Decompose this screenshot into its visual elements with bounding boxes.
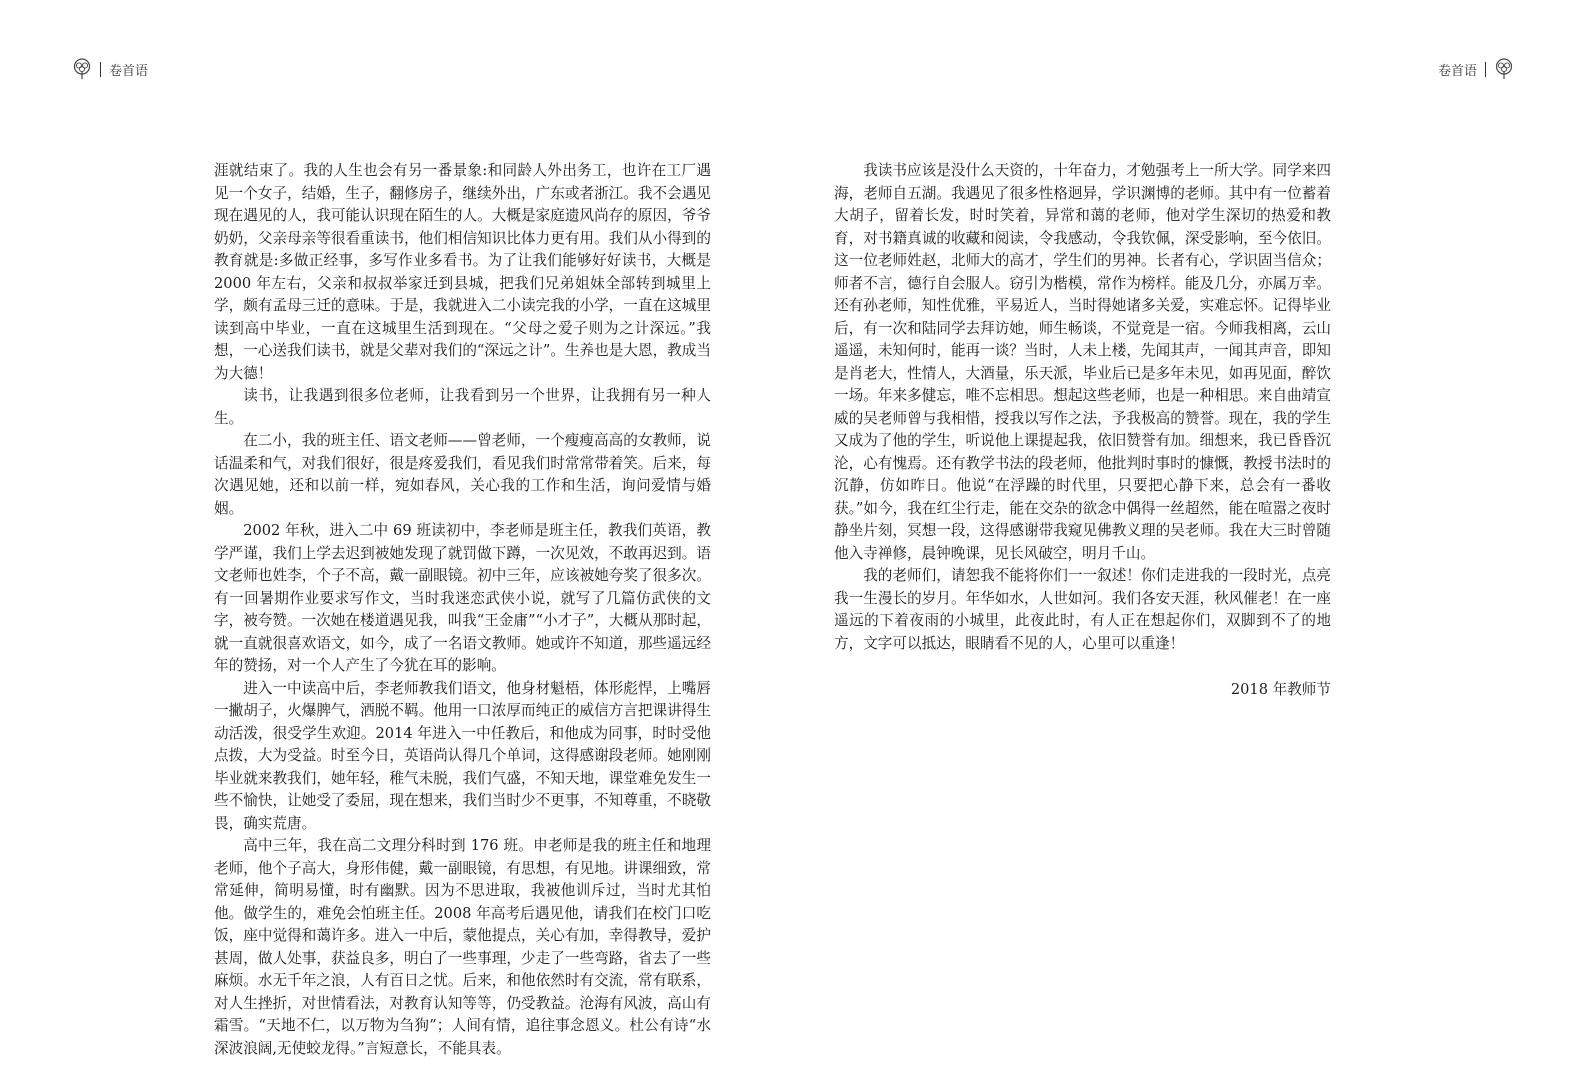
- tree-icon: [1494, 58, 1514, 80]
- paragraph: 高中三年，我在高二文理分科时到 176 班。申老师是我的班主任和地理老师，他个子高大，身形伟健，戴一副眼镜，有思想，有见地。讲课细致，常常延伸，简明易懂，时有幽默。因为不思进取，我被他训斥过，当时尤其怕他。做学生的，难免会怕班主任。2008 年高考后遇见他，请我们在校门口吃饭，座中觉得和蔼许多。进入一中后，蒙他提点，关心有加，幸得教导，爱护甚周，做人处事，获益良多，明白了一些事理，少走了一些弯路，省去了一些麻烦。水无千年之浪，人有百日之忧。后来，和他依然时有交流，常有联系，对人生挫折，对世情看法，对教育认知等等，仍受教益。沧海有风波，高山有霜雪。“天地不仁，以万物为刍狗”；人间有情，追往事念恩义。杜公有诗“水深波浪阔,无使蛟龙得。”言短意长，不能具表。: [214, 837, 711, 1057]
- signature-date: 2018 年教师节: [1230, 681, 1331, 698]
- paragraph: 我的老师们，请恕我不能将你们一一叙述！你们走进我的一段时光，点亮我一生漫长的岁月。年华如水，人世如河。我们各安天涯，秋风催老！在一座遥远的下着夜雨的小城里，此夜此时，有人正在想起你们，双脚到不了的地方，文字可以抵达，眼睛看不见的人，心里可以重逢！: [834, 567, 1331, 652]
- left-page-body: [214, 160, 711, 1060]
- paragraph: 我读书应该是没什么天资的，十年奋力，才勉强考上一所大学。同学来四海，老师自五湖。我遇见了很多性格迥异，学识渊博的老师。其中有一位蓄着大胡子，留着长发，时时笑着，异常和蔼的老师，他对学生深切的热爱和教育，对书籍真诚的收藏和阅读，令我感动，令我钦佩，深受影响，至今依旧。这一位老师姓赵，北师大的高才，学生们的男神。长者有心，学识固当信众；师者不言，德行自会服人。窃引为楷模，常作为榜样。能及几分，亦属万幸。还有孙老师，知性优雅，平易近人，当时得她诸多关爱，实难忘怀。记得毕业后，有一次和陆同学去拜访她，师生畅谈，不觉竟是一宿。今师我相离，云山遥遥，未知何时，能再一谈？当时，人未上楼，先闻其声，一闻其声音，即知是肖老大，性情人，大酒量，乐天派，毕业后已是多年未见，如再见面，醉饮一场。年来多健忘，唯不忘相思。想起这些老师，也是一种相思。来自曲靖宣威的吴老师曾与我相惜，授我以写作之法，予我极高的赞誉。现在，我的学生又成为了他的学生，听说他上课提起我，依旧赞誉有加。细想来，我已昏昏沉沦，心有愧焉。还有教学书法的段老师，他批判时事时的慷慨，教授书法时的沉静，仿如昨日。他说“在浮躁的时代里，只要把心静下来，总会有一番收获。”如今，我在红尘行走，能在交杂的欲念中偶得一丝超然，能在喧嚣之夜时静坐片刻，冥想一段，这得感谢带我窥见佛教义理的吴老师。我在大三时曾随他入寺禅修，晨钟晚课，见长风破空，明月千山。: [834, 162, 1331, 562]
- page-header-right: [1438, 58, 1514, 80]
- header-title: 卷首语: [109, 63, 149, 79]
- right-page-body: [834, 160, 1331, 702]
- paragraph: 读书，让我遇到很多位老师，让我看到另一个世界，让我拥有另一种人生。: [214, 387, 711, 427]
- header-divider: [1485, 62, 1486, 77]
- page-header-left: [72, 58, 148, 80]
- paragraph: 在二小，我的班主任、语文老师——曾老师，一个瘦瘦高高的女教师，说话温柔和气，对我们很好，很是疼爱我们，看见我们时常常带着笑。后来，每次遇见她，还和以前一样，宛如春风，关心我的工作和生活，询问爱情与婚姻。: [214, 432, 711, 517]
- header-divider: [100, 62, 101, 77]
- tree-icon: [72, 58, 92, 80]
- paragraph: 涯就结束了。我的人生也会有另一番景象:和同龄人外出务工，也许在工厂遇见一个女子，结婚，生子，翻修房子，继续外出，广东或者浙江。我不会遇见现在遇见的人，我可能认识现在陌生的人。大概是家庭遗风尚存的原因，爷爷奶奶，父亲母亲等很看重读书，他们相信知识比体力更有用。我们从小得到的教育就是:多做正经事，多写作业多看书。为了让我们能够好好读书，大概是 2000 年左右，父亲和叔叔举家迁到县城，把我们兄弟姐妹全部转到城里上学，颇有孟母三迁的意味。于是，我就进入二小读完我的小学，一直在这城里读到高中毕业，一直在这城里生活到现在。“父母之爱子则为之计深远。”我想，一心送我们读书，就是父辈对我们的“深远之计”。生养也是大恩，教成当为大德！: [214, 162, 711, 382]
- header-title: 卷首语: [1437, 63, 1477, 79]
- paragraph: 2002 年秋，进入二中 69 班读初中，李老师是班主任，教我们英语，教学严谨，我们上学去迟到被她发现了就罚做下蹲，一次见效，不敢再迟到。语文老师也姓李，个子不高，戴一副眼镜。初中三年，应该被她夸奖了很多次。有一回暑期作业要求写作文，当时我迷恋武侠小说，就写了几篇仿武侠的文字，被夸赞。一次她在楼道遇见我，叫我“王金庸”“小才子”，大概从那时起，就一直就很喜欢语文，如今，成了一名语文教师。她或许不知道，那些遥远经年的赞扬，对一个人产生了今犹在耳的影响。: [214, 522, 711, 674]
- paragraph: 进入一中读高中后，李老师教我们语文，他身材魁梧，体形彪悍，上嘴唇一撇胡子，火爆脾气，洒脱不羁。他用一口浓厚而纯正的威信方言把课讲得生动活泼，很受学生欢迎。2014 年进入一中任教后，和他成为同事，时时受他点拨，大为受益。时至今日，英语尚认得几个单词，这得感谢段老师。她刚刚毕业就来教我们，她年轻，稚气未脱，我们气盛，不知天地，课堂难免发生一些不愉快，让她受了委屈，现在想来，我们当时少不更事，不知尊重，不晓敬畏，确实荒唐。: [214, 679, 711, 832]
